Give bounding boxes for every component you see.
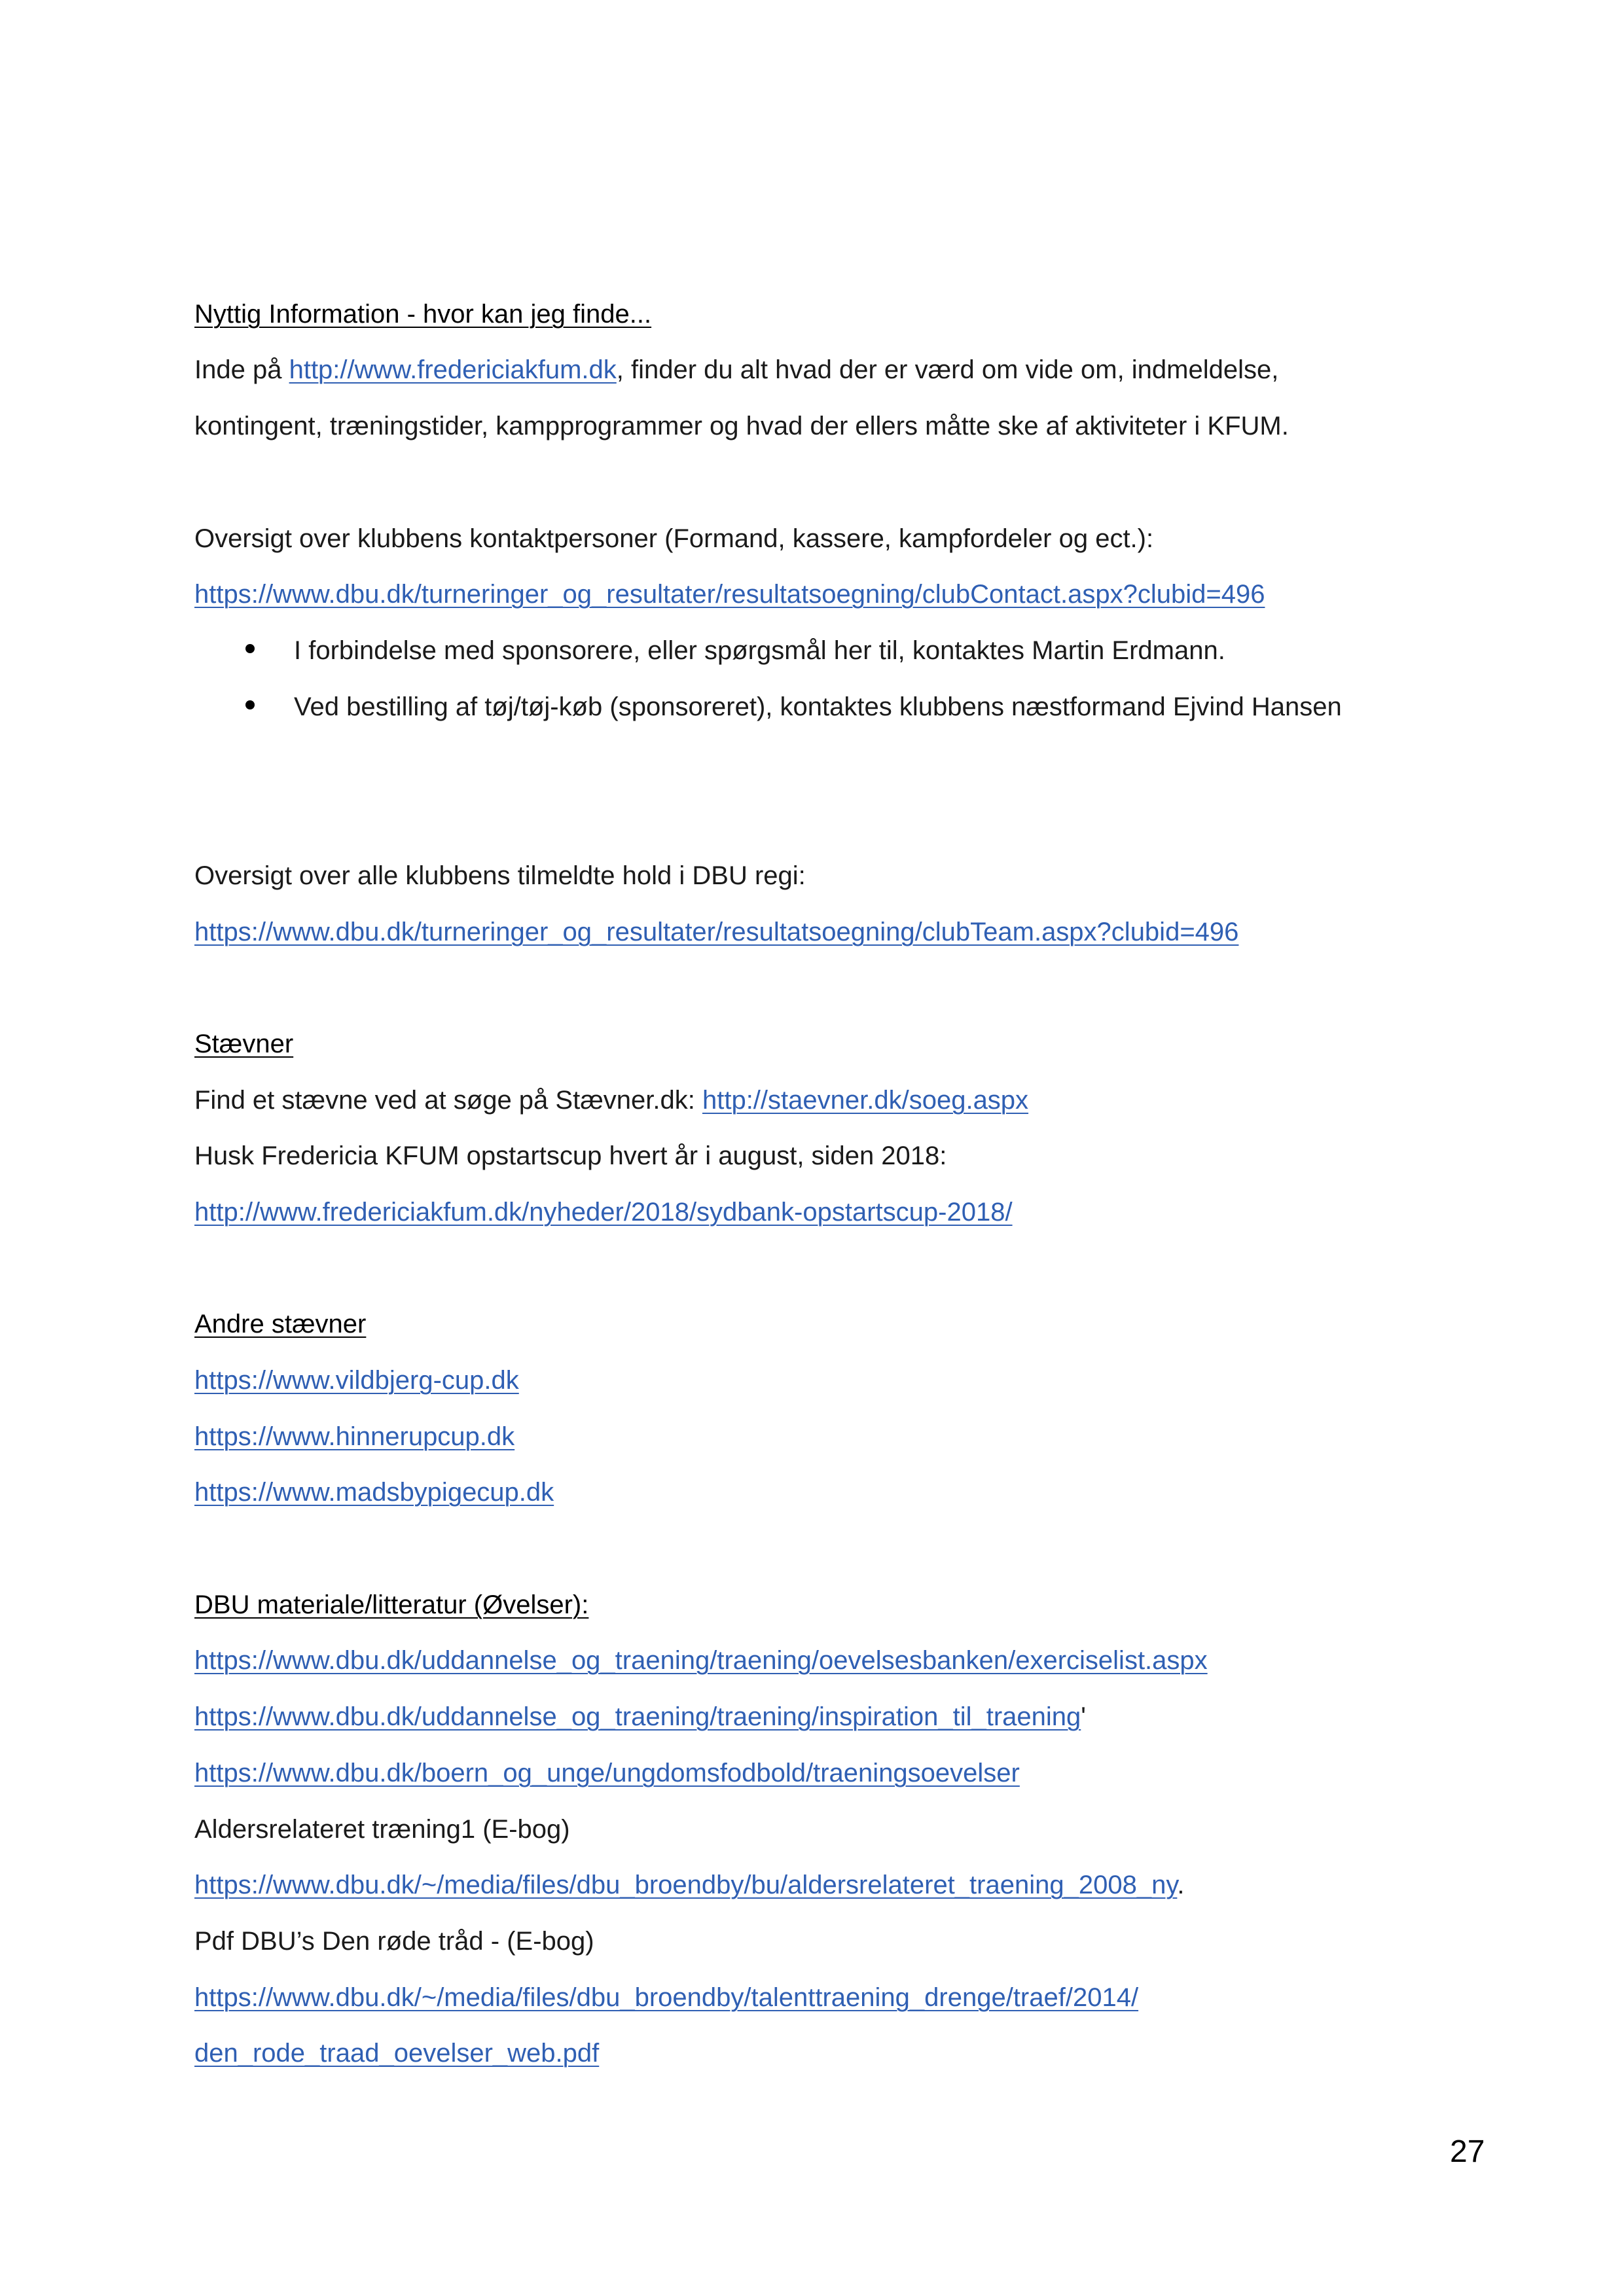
page-number: 27 [1450, 2134, 1485, 2169]
intro-paragraph-line-2: kontingent, træningstider, kampprogrammer og hvad der ellers måtte ske af aktiviteter i KFUM. [194, 412, 1289, 440]
intro-paragraph-line-1 [194, 351, 1278, 388]
andre-link-line [194, 1362, 519, 1399]
inspiration-traening-link[interactable]: https://www.dbu.dk/uddannelse_og_traening/traening/inspiration_til_traening [194, 1702, 1081, 1731]
ebook2-link-line-1 [194, 1979, 1138, 2016]
club-team-link[interactable]: https://www.dbu.dk/turneringer_og_resultater/resultatsoegning/clubTeam.aspx?clubid=496 [194, 918, 1239, 946]
ebook1-link-line [194, 1867, 1184, 1903]
fredericiakfum-link[interactable]: http://www.fredericiakfum.dk [289, 355, 617, 384]
ebook1-text: Aldersrelateret træning1 (E-bog) [194, 1815, 570, 1844]
contacts-link-line [194, 576, 1265, 613]
opstartscup-text: Husk Fredericia KFUM opstartscup hvert år i august, siden 2018: [194, 1141, 947, 1170]
club-contact-link[interactable]: https://www.dbu.dk/turneringer_og_resultater/resultatsoegning/clubContact.aspx?clubid=496 [194, 580, 1265, 609]
staevner-search-link[interactable]: http://staevner.dk/soeg.aspx [702, 1086, 1029, 1115]
teams-text: Oversigt over alle klubbens tilmeldte hold i DBU regi: [194, 861, 806, 890]
section-heading-andre-staevner: Andre stævner [194, 1310, 367, 1338]
traeningsoevelser-link[interactable]: https://www.dbu.dk/boern_og_unge/ungdomsfodbold/traeningsoevelser [194, 1759, 1020, 1787]
bullet-dot [245, 700, 255, 709]
ebook2-link-line-2 [194, 2035, 599, 2072]
dbu-link-line [194, 1642, 1208, 1679]
intro-suffix: , finder du alt hvad der er værd om vide om, indmeldelse, [616, 355, 1279, 384]
section-heading-dbu-materiale: DBU materiale/litteratur (Øvelser): [194, 1590, 589, 1619]
section-heading-staevner: Stævner [194, 1030, 294, 1058]
staevner-find-line [194, 1082, 1028, 1119]
den-rode-traad-link-continued[interactable]: den_rode_traad_oevelser_web.pdf [194, 2039, 600, 2068]
inspiration-link-suffix: ' [1081, 1702, 1086, 1731]
dbu-link-line [194, 1755, 1020, 1791]
opstartscup-link[interactable]: http://www.fredericiakfum.dk/nyheder/2018/sydbank-opstartscup-2018/ [194, 1198, 1013, 1227]
ebook1-link-suffix: . [1177, 1871, 1185, 1899]
section-heading-nyttig-information: Nyttig Information - hvor kan jeg finde... [194, 300, 652, 329]
dbu-link-line [194, 1698, 1086, 1735]
hinnerup-cup-link[interactable]: https://www.hinnerupcup.dk [194, 1422, 515, 1451]
staevner-find-prefix: Find et stævne ved at søge på Stævner.dk: [194, 1086, 702, 1115]
exerciselist-link[interactable]: https://www.dbu.dk/uddannelse_og_traening/traening/oevelsesbanken/exerciselist.aspx [194, 1646, 1208, 1675]
bullet-dot [245, 644, 255, 653]
contacts-bullet-sponsor: I forbindelse med sponsorere, eller spørgsmål her til, kontaktes Martin Erdmann. [294, 636, 1225, 665]
contacts-text: Oversigt over klubbens kontaktpersoner (Formand, kassere, kampfordeler og ect.): [194, 524, 1154, 553]
contacts-bullet-clothing: Ved bestilling af tøj/tøj-køb (sponsoreret), kontaktes klubbens næstformand Ejvind Hansen [294, 692, 1342, 721]
intro-prefix: Inde på [194, 355, 289, 384]
opstartscup-link-line [194, 1194, 1013, 1230]
andre-link-line [194, 1418, 514, 1455]
teams-link-line [194, 914, 1238, 950]
ebook2-text: Pdf DBU’s Den røde tråd - (E-bog) [194, 1927, 594, 1956]
vildbjerg-cup-link[interactable]: https://www.vildbjerg-cup.dk [194, 1366, 519, 1395]
madsby-pigecup-link[interactable]: https://www.madsbypigecup.dk [194, 1478, 554, 1507]
andre-link-line [194, 1474, 554, 1511]
aldersrelateret-traening-link[interactable]: https://www.dbu.dk/~/media/files/dbu_broendby/bu/aldersrelateret_traening_2008_ny [194, 1871, 1178, 1899]
den-rode-traad-link[interactable]: https://www.dbu.dk/~/media/files/dbu_broendby/talenttraening_drenge/traef/2014/ [194, 1983, 1139, 2012]
